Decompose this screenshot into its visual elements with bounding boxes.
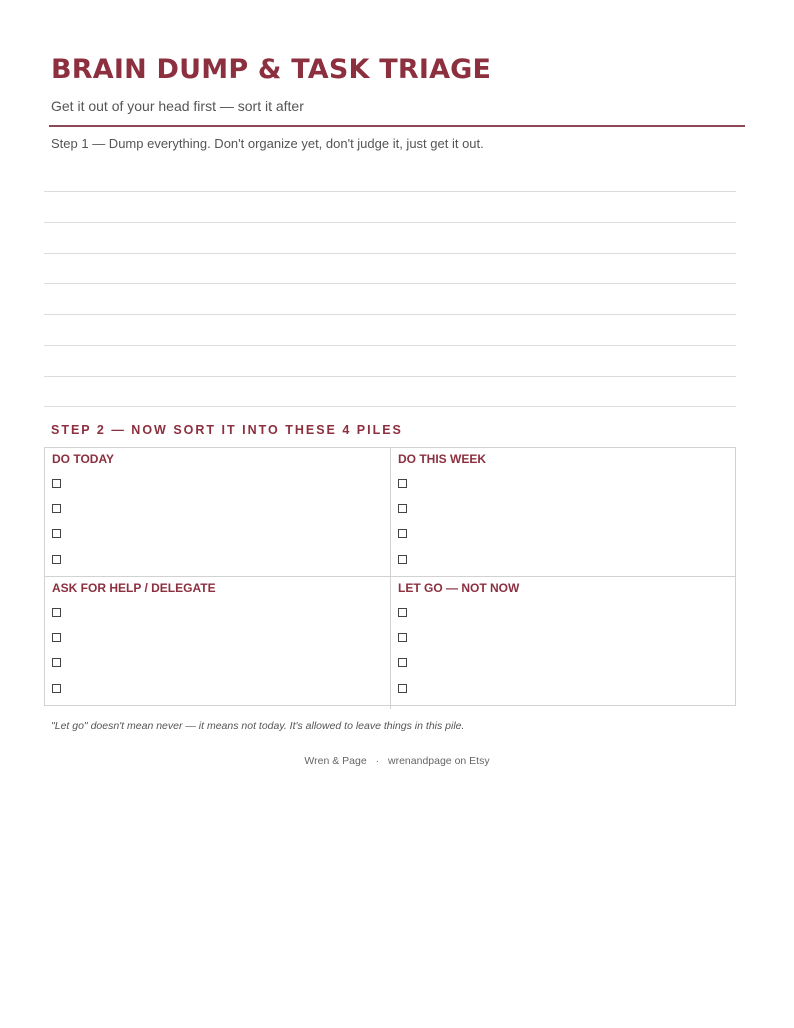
- task-checkbox[interactable]: [398, 504, 407, 513]
- pile-title: LET GO — NOT NOW: [398, 581, 520, 595]
- pile-let-go: [391, 577, 735, 709]
- task-checkbox[interactable]: [398, 658, 407, 667]
- footer-separator: ·: [375, 755, 380, 767]
- task-checkbox[interactable]: [398, 555, 407, 564]
- task-checkbox[interactable]: [52, 633, 61, 642]
- writing-line[interactable]: [44, 253, 736, 254]
- task-checkbox[interactable]: [52, 504, 61, 513]
- pile-title: DO TODAY: [52, 452, 115, 466]
- writing-line[interactable]: [44, 345, 736, 346]
- task-checkbox[interactable]: [52, 684, 61, 693]
- pile-do-today: [45, 448, 391, 577]
- pile-do-this-week: [391, 448, 735, 577]
- footer-brand: Wren & Page: [304, 755, 367, 767]
- footer-shop-link[interactable]: wrenandpage on Etsy: [388, 755, 490, 767]
- task-checkbox[interactable]: [52, 555, 61, 564]
- checkbox-list: [398, 608, 735, 693]
- writing-line[interactable]: [44, 191, 736, 192]
- task-checkbox[interactable]: [52, 658, 61, 667]
- task-checkbox[interactable]: [52, 479, 61, 488]
- step2-heading: STEP 2 — NOW SORT IT INTO THESE 4 PILES: [51, 423, 403, 437]
- brain-dump-writing-lines: [44, 191, 736, 437]
- pile-ask-for-help: [45, 577, 391, 709]
- task-checkbox[interactable]: [398, 529, 407, 538]
- checkbox-list: [52, 608, 390, 693]
- task-checkbox[interactable]: [398, 608, 407, 617]
- task-checkbox[interactable]: [52, 608, 61, 617]
- writing-line[interactable]: [44, 283, 736, 284]
- step1-instructions: Step 1 — Dump everything. Don't organize yet, don't judge it, just get it out.: [51, 136, 484, 151]
- footer: [0, 755, 794, 767]
- pile-title: DO THIS WEEK: [398, 452, 487, 466]
- header-divider: [49, 125, 745, 127]
- let-go-note: "Let go" doesn't mean never — it means not today. It's allowed to leave things in this pile.: [51, 720, 465, 732]
- task-checkbox[interactable]: [398, 684, 407, 693]
- writing-line[interactable]: [44, 314, 736, 315]
- writing-line[interactable]: [44, 376, 736, 377]
- page-subtitle: Get it out of your head first — sort it after: [51, 98, 304, 114]
- triage-grid: [44, 447, 736, 706]
- task-checkbox[interactable]: [52, 529, 61, 538]
- page-title: BRAIN DUMP & TASK TRIAGE: [51, 54, 492, 85]
- task-checkbox[interactable]: [398, 633, 407, 642]
- pile-title: ASK FOR HELP / DELEGATE: [52, 581, 216, 595]
- writing-line[interactable]: [44, 222, 736, 223]
- checkbox-list: [52, 479, 390, 564]
- task-checkbox[interactable]: [398, 479, 407, 488]
- checkbox-list: [398, 479, 735, 564]
- writing-line[interactable]: [44, 406, 736, 407]
